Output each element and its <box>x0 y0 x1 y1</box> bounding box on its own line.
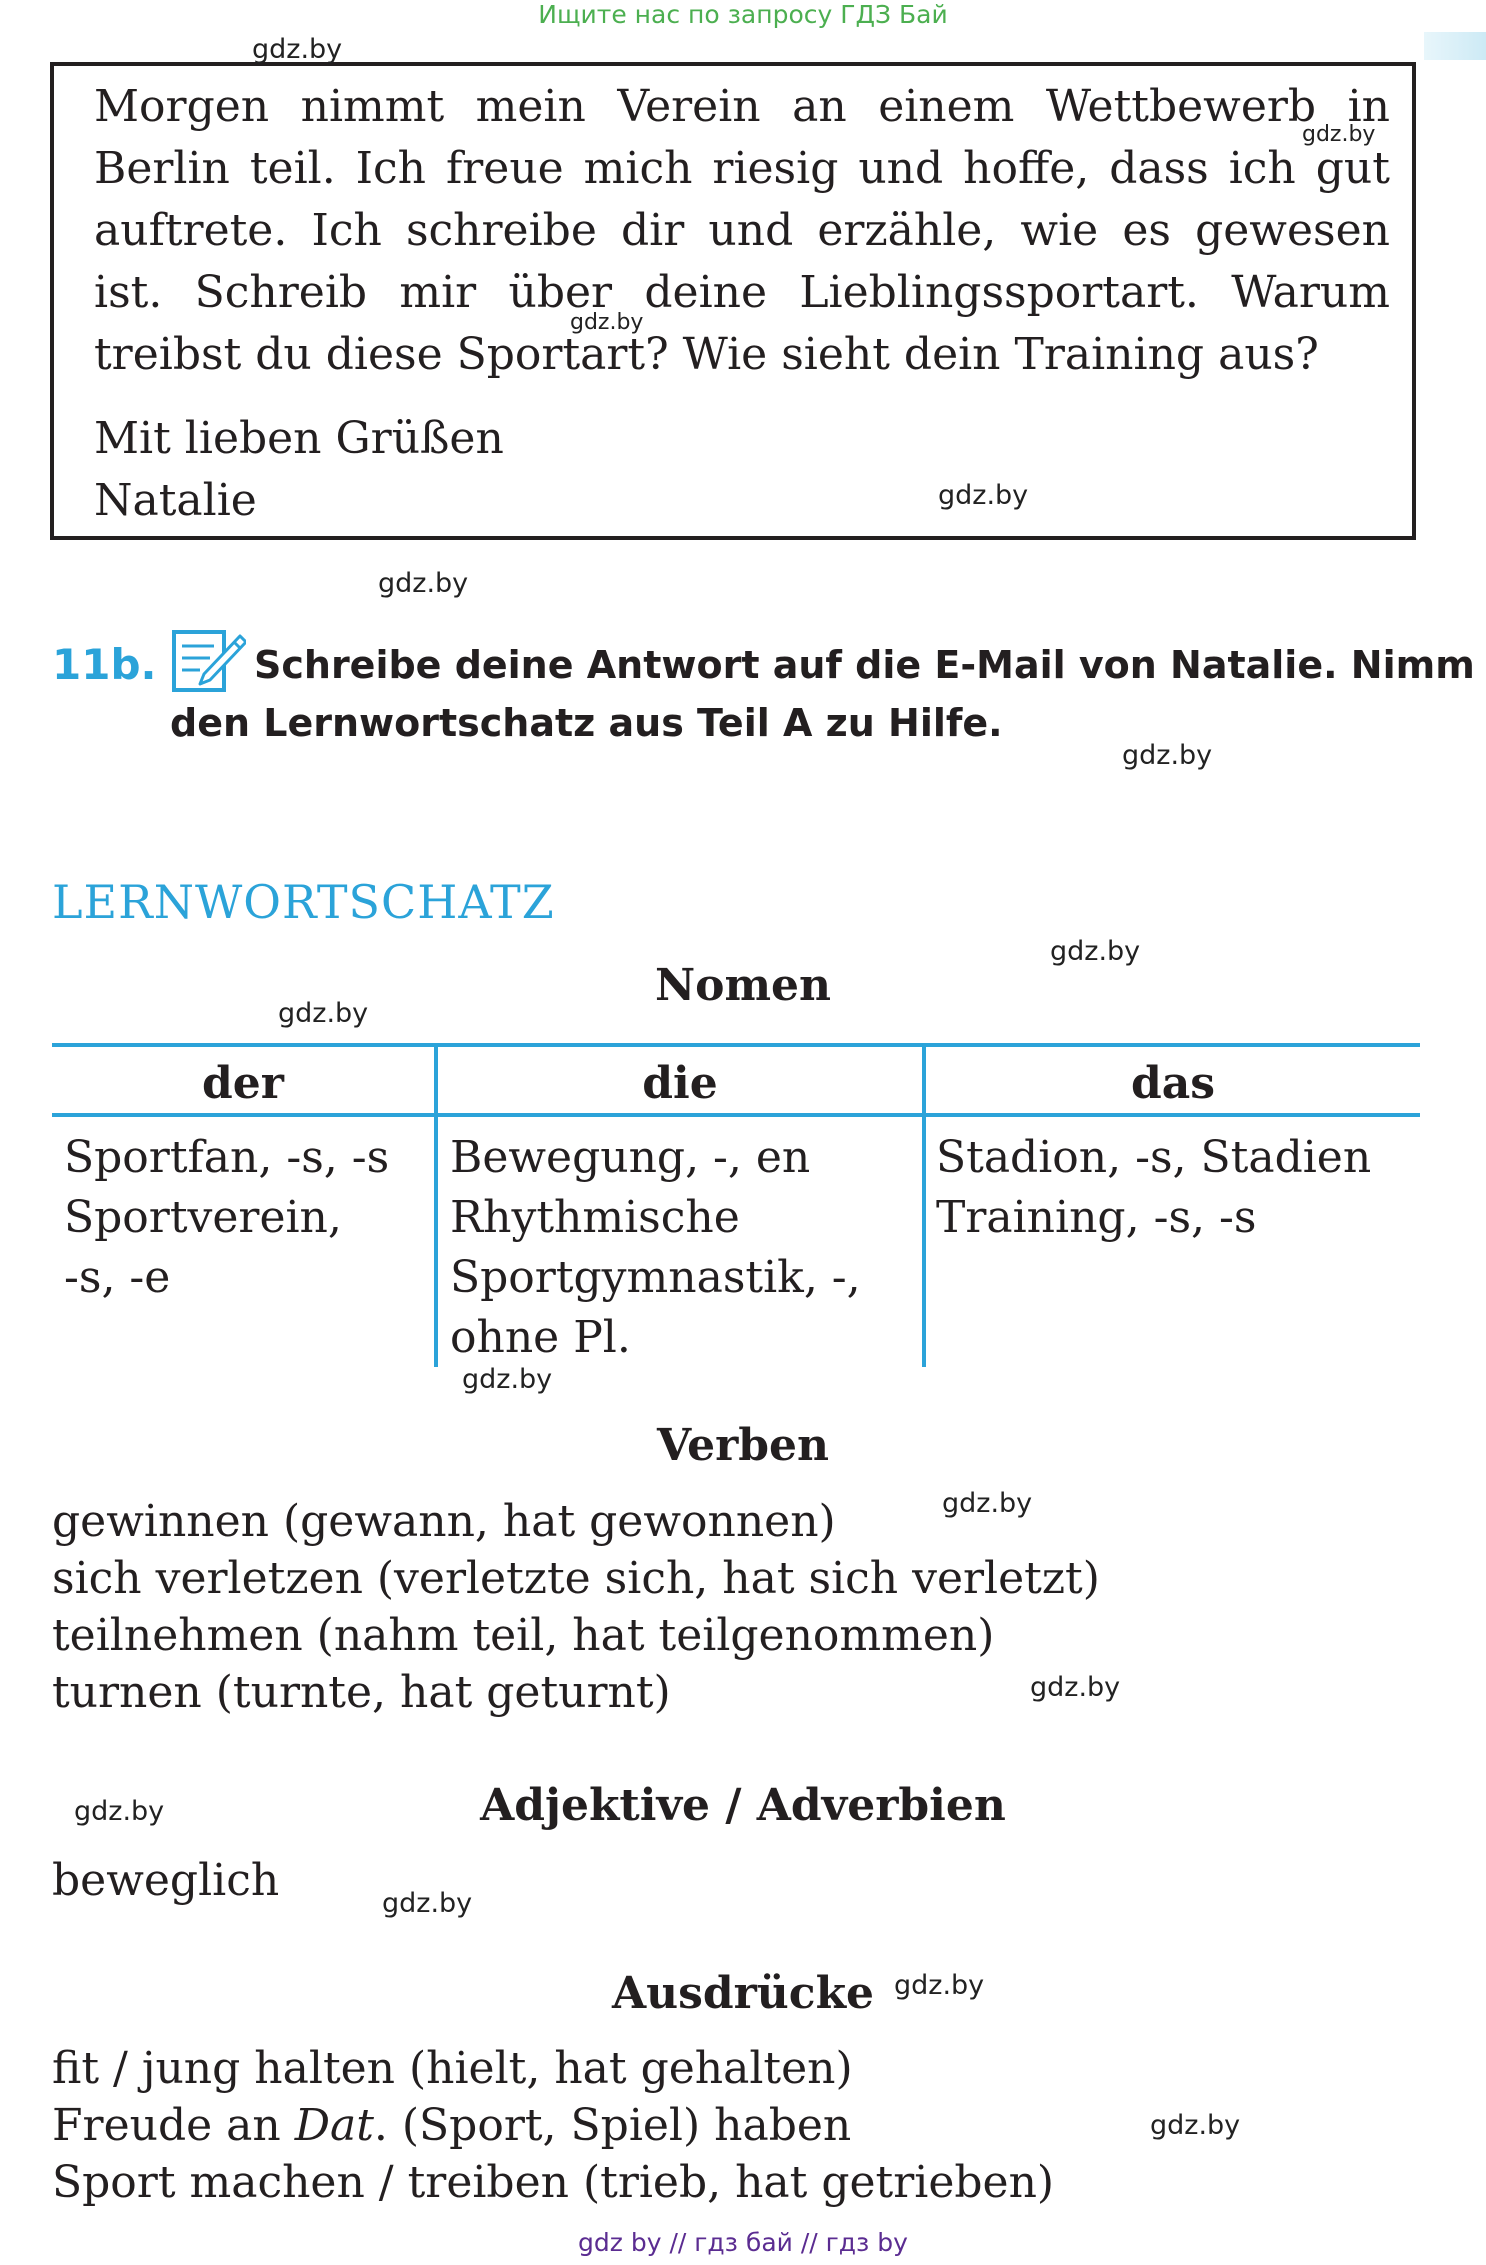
watermark: gdz.by <box>1050 936 1141 967</box>
list-item: Sportverein, <box>64 1192 342 1243</box>
watermark: gdz.by <box>1150 2110 1241 2141</box>
lernwortschatz-title: LERNWORTSCHATZ <box>52 875 555 929</box>
letter-word: riesig <box>712 143 839 194</box>
footer-links[interactable]: gdz by // гдз бай // гдз by <box>578 2228 908 2257</box>
column-header-die: die <box>642 1058 718 1109</box>
column-der-items <box>64 1128 389 1308</box>
list-item: gewinnen (gewann, hat gewonnen) <box>52 1496 836 1547</box>
list-item: beweglich <box>52 1855 280 1906</box>
letter-word: einem <box>878 81 1015 132</box>
letter-word: mein <box>475 81 586 132</box>
column-das-items <box>936 1128 1371 1248</box>
letter-word: teil. <box>249 143 336 194</box>
watermark: gdz.by <box>570 310 644 335</box>
letter-box <box>50 62 1416 540</box>
watermark: gdz.by <box>938 480 1029 511</box>
watermark: gdz.by <box>278 998 369 1029</box>
top-banner[interactable]: Ищите нас по запросу ГДЗ Бай <box>538 0 948 29</box>
list-item: Sportfan, -s, -s <box>64 1132 390 1183</box>
letter-word: mir <box>399 267 477 318</box>
nomen-heading: Nomen <box>654 960 832 1011</box>
column-header-der: der <box>202 1058 284 1109</box>
watermark: gdz.by <box>462 1364 553 1395</box>
watermark: gdz.by <box>1302 122 1376 147</box>
letter-word: ist. <box>94 267 163 318</box>
letter-greeting: Mit lieben Grüßen <box>94 413 504 464</box>
letter-word: in <box>1347 81 1390 132</box>
pencil-notepad-icon <box>170 628 246 694</box>
watermark: gdz.by <box>1122 740 1213 771</box>
letter-word: erzähle, <box>817 205 997 256</box>
ausdruecke-list <box>52 2040 1054 2211</box>
letter-line-3 <box>94 200 1390 262</box>
watermark: gdz.by <box>74 1796 165 1827</box>
letter-word: auftrete. <box>94 205 288 256</box>
letter-word: es <box>1122 205 1171 256</box>
list-item: Training, -s, -s <box>936 1192 1257 1243</box>
letter-line-2 <box>94 138 1390 200</box>
letter-word: über <box>508 267 613 318</box>
list-item: Rhythmische <box>450 1192 740 1243</box>
letter-line-5: treibst du diese Sportart? Wie sieht dein Training aus? <box>94 329 1319 380</box>
watermark: gdz.by <box>1030 1672 1121 1703</box>
table-header-rule <box>52 1113 1420 1117</box>
list-item: Sportgymnastik, -, <box>450 1252 861 1303</box>
letter-line-4 <box>94 262 1390 324</box>
letter-word: Warum <box>1231 267 1390 318</box>
letter-word: mich <box>583 143 693 194</box>
watermark: gdz.by <box>942 1488 1033 1519</box>
column-header-das: das <box>1130 1058 1216 1109</box>
list-item: Sport machen / treiben (trieb, hat getrieben) <box>52 2157 1055 2208</box>
letter-word: Ich <box>311 205 382 256</box>
task-instruction-line-2: den Lernwortschatz aus Teil A zu Hilfe. <box>170 701 1003 745</box>
watermark: gdz.by <box>382 1888 473 1919</box>
list-item: Stadion, -s, Stadien <box>936 1132 1372 1183</box>
letter-word: Berlin <box>94 143 230 194</box>
letter-word: an <box>792 81 847 132</box>
letter-word: Verein <box>617 81 761 132</box>
table-top-rule <box>52 1043 1420 1047</box>
letter-word: freue <box>445 143 564 194</box>
verben-heading: Verben <box>656 1420 830 1471</box>
task-number: 11b. <box>52 640 157 689</box>
letter-word: Ich <box>355 143 427 194</box>
column-die-items <box>450 1128 861 1368</box>
letter-word: und <box>858 143 944 194</box>
watermark: gdz.by <box>378 568 469 599</box>
letter-word: gewesen <box>1195 205 1390 256</box>
ausdruecke-heading: Ausdrücke <box>611 1968 875 2019</box>
letter-word: und <box>708 205 794 256</box>
watermark: gdz.by <box>894 1970 985 2001</box>
letter-word: hoffe, <box>963 143 1090 194</box>
corner-decoration <box>1424 32 1486 60</box>
adjektive-list <box>52 1852 279 1909</box>
task-instruction-line-1: Schreibe deine Antwort auf die E-Mail von Natalie. Nimm <box>254 643 1475 687</box>
letter-word: wie <box>1020 205 1099 256</box>
list-item: -s, -e <box>64 1252 171 1303</box>
watermark: gdz.by <box>252 34 343 65</box>
letter-line-1 <box>94 76 1390 138</box>
list-item: fit / jung halten (hielt, hat gehalten) <box>52 2043 853 2094</box>
list-item: sich verletzen (verletzte sich, hat sich verletzt) <box>52 1553 1100 1604</box>
letter-word: nimmt <box>300 81 445 132</box>
list-item: teilnehmen (nahm teil, hat teilgenommen) <box>52 1610 995 1661</box>
list-item: turnen (turnte, hat geturnt) <box>52 1667 671 1718</box>
letter-word: schreibe <box>405 205 597 256</box>
letter-word: Lieblingssportart. <box>799 267 1199 318</box>
list-item: Freude an Dat. (Sport, Spiel) haben <box>52 2100 852 2151</box>
letter-word: Wettbewerb <box>1045 81 1317 132</box>
verben-list <box>52 1493 1100 1721</box>
letter-word: dir <box>621 205 685 256</box>
letter-word: deine <box>644 267 768 318</box>
list-item: ohne Pl. <box>450 1312 631 1363</box>
letter-word: Schreib <box>194 267 368 318</box>
adjektive-heading: Adjektive / Adverbien <box>480 1780 1006 1831</box>
letter-word: ich <box>1228 143 1296 194</box>
letter-signature: Natalie <box>94 475 257 526</box>
letter-word: gut <box>1315 143 1390 194</box>
letter-word: Morgen <box>94 81 270 132</box>
list-item: Bewegung, -, en <box>450 1132 811 1183</box>
letter-word: dass <box>1109 143 1209 194</box>
